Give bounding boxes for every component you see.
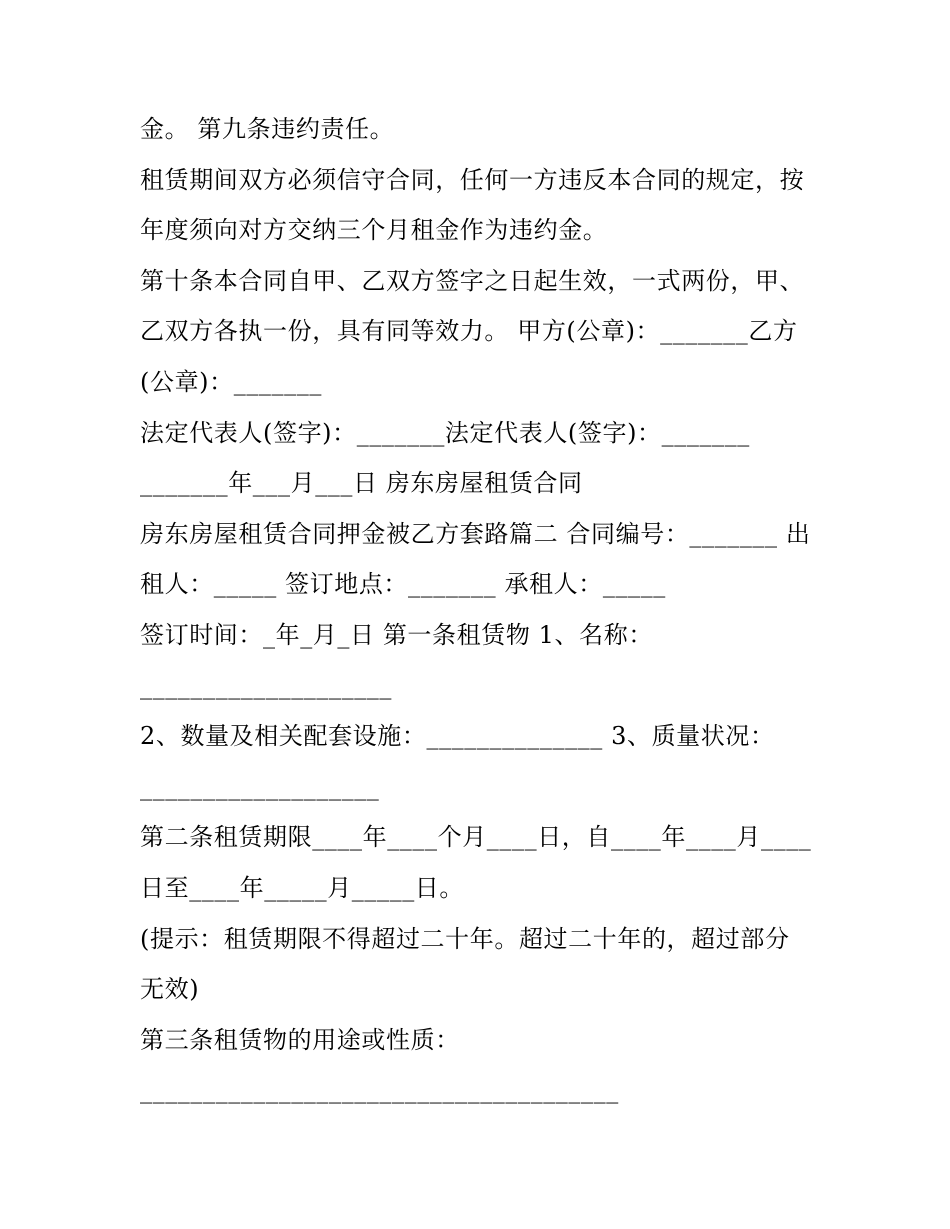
text-line: 第二条租赁期限____年____个月____日，自____年____月____ (140, 823, 812, 852)
text-line: 金。 第九条违约责任。 (140, 115, 395, 143)
text-line: 租人：_____ 签订地点：_______ 承租人：_____ (140, 570, 666, 599)
text-line: ______________________________________ (140, 1076, 619, 1105)
text-line: (提示：租赁期限不得超过二十年。超过二十年的，超过部分 (140, 924, 790, 953)
text-line: 法定代表人(签字)：_______法定代表人(签字)：_______ (140, 418, 750, 447)
text-line: ___________________ (140, 772, 380, 801)
text-line: 签订时间：_年_月_日 第一条租赁物 1、名称： (140, 620, 653, 649)
text-line: ____________________ (140, 671, 392, 700)
text-line: 第三条租赁物的用途或性质： (140, 1025, 460, 1054)
text-line: 日至____年_____月_____日。 (140, 873, 464, 902)
text-line: (公章)：_______ (140, 367, 322, 396)
text-line: 房东房屋租赁合同押金被乙方套路篇二 合同编号：_______ 出 (140, 519, 811, 548)
text-line: 2、数量及相关配套设施：______________ 3、质量状况： (140, 722, 775, 751)
text-line: 第十条本合同自甲、乙双方签字之日起生效，一式两份，甲、 (140, 266, 805, 295)
text-line: 乙双方各执一份，具有同等效力。 甲方(公章)：_______乙方 (140, 317, 798, 346)
text-line: 租赁期间双方必须信守合同，任何一方违反本合同的规定，按 (140, 165, 805, 194)
text-line: _______年___月___日 房东房屋租赁合同 (140, 469, 583, 498)
text-line: 无效) (140, 975, 200, 1004)
text-line: 年度须向对方交纳三个月租金作为违约金。 (140, 216, 608, 245)
document-page (140, 104, 820, 1116)
